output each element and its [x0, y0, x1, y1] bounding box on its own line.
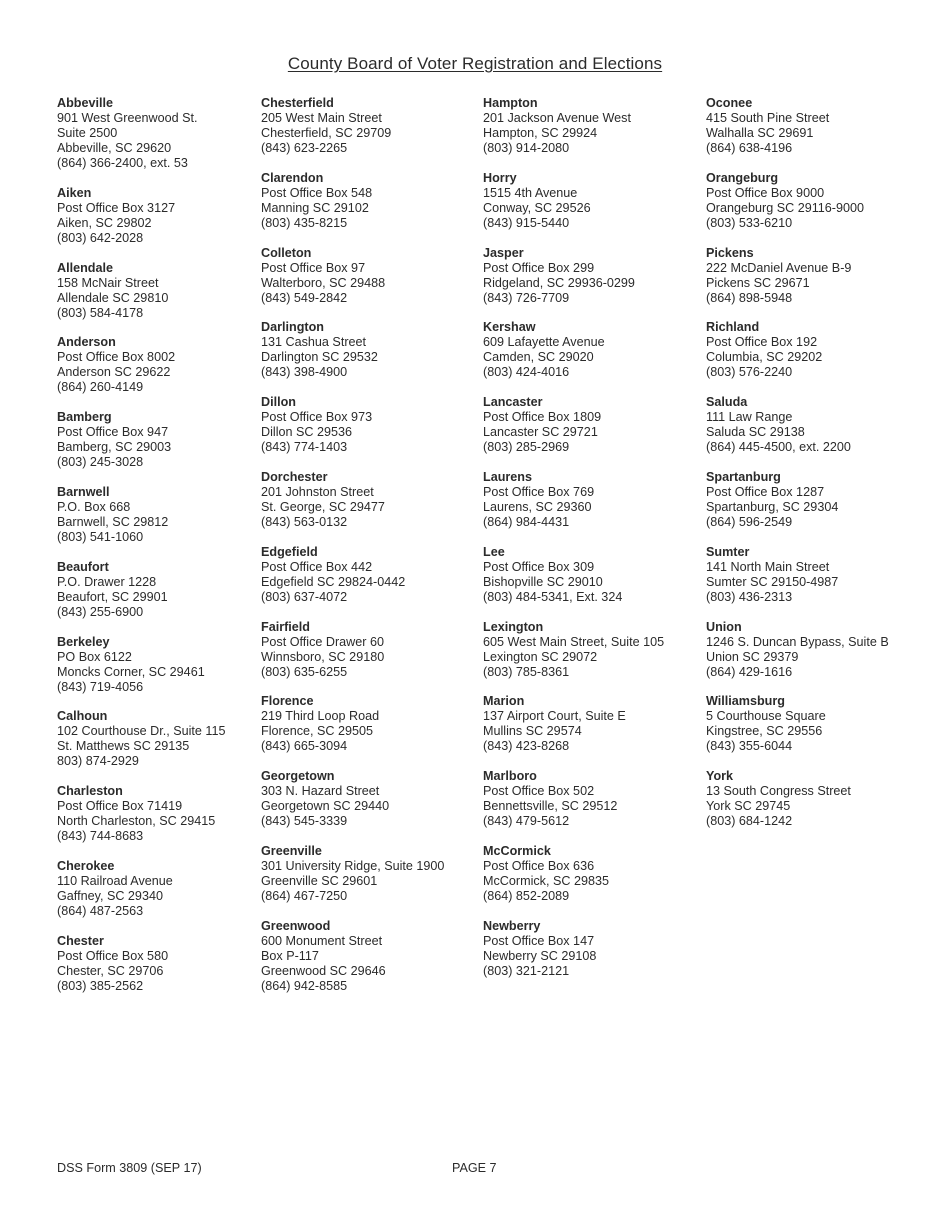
directory-column-4 [706, 96, 889, 844]
county-address-line: (843) 719-4056 [57, 679, 144, 694]
county-address-line: (843) 665-3094 [261, 739, 348, 754]
county-name: Oconee [706, 96, 753, 110]
county-entry [261, 844, 444, 904]
county-address-line: Post Office Box 1287 [706, 484, 825, 499]
county-name: Marlboro [483, 769, 537, 784]
county-entry [483, 395, 664, 455]
county-address-line: (803) 385-2562 [57, 978, 144, 993]
county-address-line: (843) 744-8683 [57, 829, 144, 844]
county-address-line: 158 McNair Street [57, 275, 159, 290]
county-address-line: (803) 424-4016 [483, 365, 570, 380]
county-entry [483, 246, 664, 306]
county-entry [483, 171, 664, 231]
county-address-line: (803) 484-5341, Ext. 324 [483, 589, 623, 604]
county-name: Abbeville [57, 96, 113, 110]
county-name: Dillon [261, 395, 296, 410]
county-address-line: Post Office Drawer 60 [261, 634, 384, 649]
county-address-line: Post Office Box 309 [483, 559, 595, 574]
county-address-line: (864) 467-7250 [261, 888, 348, 903]
county-address-line: Lancaster SC 29721 [483, 425, 598, 440]
county-address-line: (864) 898-5948 [706, 290, 793, 305]
county-address-line: Gaffney, SC 29340 [57, 888, 163, 903]
county-address-line: Post Office Box 97 [261, 260, 366, 275]
county-address-line: Barnwell, SC 29812 [57, 514, 169, 529]
county-address-line: Winnsboro, SC 29180 [261, 649, 385, 664]
county-address-line: (803) 635-6255 [261, 664, 348, 679]
county-address-line: York SC 29745 [706, 799, 791, 814]
county-address-line: (803) 533-6210 [706, 215, 793, 230]
county-name: Richland [706, 320, 760, 335]
county-address-line: Post Office Box 9000 [706, 185, 825, 200]
county-entry [57, 635, 226, 695]
county-address-line: 5 Courthouse Square [706, 709, 826, 724]
county-entry [483, 470, 664, 530]
county-name: Chester [57, 933, 104, 948]
county-entry [261, 919, 444, 994]
county-address-line: (864) 942-8585 [261, 978, 348, 993]
county-entry [483, 545, 664, 605]
county-address-line: St. George, SC 29477 [261, 499, 385, 514]
county-address-line: (843) 255-6900 [57, 604, 144, 619]
county-address-line: (864) 852-2089 [483, 888, 570, 903]
county-name: Florence [261, 694, 314, 709]
county-address-line: (864) 429-1616 [706, 664, 793, 679]
county-entry [261, 769, 444, 829]
county-address-line: 141 North Main Street [706, 559, 830, 574]
county-address-line: 609 Lafayette Avenue [483, 335, 605, 350]
county-entry [57, 186, 226, 246]
county-entry [261, 320, 444, 380]
county-address-line: 205 West Main Street [261, 111, 382, 125]
county-name: Edgefield [261, 544, 318, 559]
county-name: Bamberg [57, 410, 112, 425]
page-title: County Board of Voter Registration and Elections [287, 54, 663, 73]
county-name: Clarendon [261, 170, 324, 185]
county-address-line: Post Office Box 8002 [57, 350, 176, 365]
county-address-line: Manning SC 29102 [261, 200, 369, 215]
county-address-line: Box P-117 [261, 948, 319, 963]
county-address-line: (864) 260-4149 [57, 380, 144, 395]
county-address-line: (864) 487-2563 [57, 903, 144, 918]
county-address-line: (803) 642-2028 [57, 230, 144, 245]
county-address-line: Newberry SC 29108 [483, 948, 597, 963]
footer-form-number: DSS Form 3809 (SEP 17) [57, 1161, 202, 1175]
county-entry [483, 769, 664, 829]
directory-column-2 [261, 96, 444, 1009]
county-address-line: (803) 541-1060 [57, 529, 144, 544]
county-name: Dorchester [261, 469, 328, 484]
county-address-line: McCormick, SC 29835 [483, 873, 609, 888]
county-address-line: Allendale SC 29810 [57, 290, 169, 305]
county-address-line: (803) 584-4178 [57, 305, 144, 320]
county-name: Marion [483, 694, 525, 709]
county-entry [57, 335, 226, 395]
county-address-line: Greenwood SC 29646 [261, 963, 386, 978]
county-address-line: Post Office Box 636 [483, 858, 595, 873]
county-address-line: (843) 563-0132 [261, 514, 348, 529]
county-address-line: (803) 637-4072 [261, 589, 348, 604]
county-name: Orangeburg [706, 170, 779, 185]
county-address-line: 137 Airport Court, Suite E [483, 709, 626, 724]
county-address-line: 901 West Greenwood St. [57, 111, 198, 125]
county-name: Williamsburg [706, 694, 785, 709]
county-entry [483, 844, 664, 904]
county-entry [57, 560, 226, 620]
county-address-line: Post Office Box 442 [261, 559, 373, 574]
county-address-line: Post Office Box 1809 [483, 410, 602, 425]
footer-page-number: PAGE 7 [452, 1161, 497, 1175]
county-entry [57, 784, 226, 844]
county-entry [261, 470, 444, 530]
county-address-line: P.O. Drawer 1228 [57, 574, 157, 589]
county-address-line: Post Office Box 147 [483, 933, 595, 948]
county-address-line: Post Office Box 192 [706, 335, 818, 350]
county-address-line: Post Office Box 3127 [57, 200, 176, 215]
county-name: Aiken [57, 185, 92, 200]
county-entry [57, 96, 226, 171]
county-entry [261, 96, 444, 156]
county-name: Lexington [483, 619, 544, 634]
county-entry [261, 395, 444, 455]
county-name: Pickens [706, 245, 754, 260]
county-entry [706, 320, 889, 380]
county-address-line: Hampton, SC 29924 [483, 126, 598, 140]
county-entry [706, 96, 889, 156]
county-address-line: Post Office Box 502 [483, 784, 595, 799]
county-address-line: (803) 684-1242 [706, 814, 793, 829]
county-address-line: 1246 S. Duncan Bypass, Suite B [706, 634, 889, 649]
county-address-line: (843) 479-5612 [483, 814, 570, 829]
county-entry [706, 470, 889, 530]
county-address-line: (864) 596-2549 [706, 514, 793, 529]
county-name: Horry [483, 170, 517, 185]
county-entry [261, 545, 444, 605]
county-address-line: Post Office Box 580 [57, 948, 169, 963]
county-address-line: 1515 4th Avenue [483, 185, 578, 200]
county-address-line: 605 West Main Street, Suite 105 [483, 634, 665, 649]
county-address-line: (843) 549-2842 [261, 290, 348, 305]
county-address-line: Saluda SC 29138 [706, 425, 805, 440]
county-address-line: (864) 638-4196 [706, 141, 793, 155]
county-address-line: (803) 576-2240 [706, 365, 793, 380]
county-address-line: (803) 785-8361 [483, 664, 570, 679]
county-address-line: Post Office Box 769 [483, 484, 595, 499]
county-entry [261, 620, 444, 680]
county-address-line: Moncks Corner, SC 29461 [57, 664, 205, 679]
county-name: Chesterfield [261, 96, 334, 110]
county-entry [57, 410, 226, 470]
county-name: McCormick [483, 843, 551, 858]
county-name: Greenwood [261, 918, 331, 933]
county-name: Calhoun [57, 709, 108, 724]
county-address-line: Chesterfield, SC 29709 [261, 126, 392, 140]
county-address-line: Aiken, SC 29802 [57, 215, 152, 230]
county-address-line: Sumter SC 29150-4987 [706, 574, 839, 589]
county-name: Darlington [261, 320, 324, 335]
county-address-line: Dillon SC 29536 [261, 425, 353, 440]
county-entry [57, 934, 226, 994]
county-name: Laurens [483, 469, 532, 484]
county-address-line: 301 University Ridge, Suite 1900 [261, 858, 445, 873]
county-address-line: Pickens SC 29671 [706, 275, 810, 290]
county-name: Cherokee [57, 858, 115, 873]
county-name: Hampton [483, 96, 538, 110]
county-address-line: (864) 984-4431 [483, 514, 570, 529]
county-entry [483, 96, 664, 156]
county-address-line: (803) 435-8215 [261, 215, 348, 230]
county-name: Union [706, 619, 742, 634]
county-address-line: Bamberg, SC 29003 [57, 440, 172, 455]
county-name: Sumter [706, 544, 750, 559]
county-address-line: Greenville SC 29601 [261, 873, 378, 888]
county-address-line: (803) 285-2969 [483, 440, 570, 455]
county-address-line: 219 Third Loop Road [261, 709, 380, 724]
county-address-line: Beaufort, SC 29901 [57, 589, 168, 604]
county-address-line: Chester, SC 29706 [57, 963, 164, 978]
county-entry [57, 859, 226, 919]
county-address-line: Conway, SC 29526 [483, 200, 591, 215]
county-address-line: (843) 398-4900 [261, 365, 348, 380]
county-name: Newberry [483, 918, 541, 933]
county-address-line: Anderson SC 29622 [57, 365, 171, 380]
county-name: Allendale [57, 260, 113, 275]
county-address-line: P.O. Box 668 [57, 499, 131, 514]
county-name: Georgetown [261, 769, 335, 784]
county-address-line: Darlington SC 29532 [261, 350, 378, 365]
county-address-line: Abbeville, SC 29620 [57, 141, 172, 155]
county-address-line: 201 Jackson Avenue West [483, 111, 631, 125]
directory-column-1 [57, 96, 226, 1009]
county-name: Kershaw [483, 320, 536, 335]
county-address-line: (864) 445-4500, ext. 2200 [706, 440, 851, 455]
county-entry [706, 246, 889, 306]
county-name: Greenville [261, 843, 322, 858]
county-address-line: (843) 423-8268 [483, 739, 570, 754]
county-entry [261, 694, 444, 754]
county-address-line: 131 Cashua Street [261, 335, 367, 350]
county-address-line: Laurens, SC 29360 [483, 499, 592, 514]
county-address-line: St. Matthews SC 29135 [57, 739, 190, 754]
county-name: Spartanburg [706, 469, 781, 484]
county-entry [261, 246, 444, 306]
county-address-line: Walhalla SC 29691 [706, 126, 814, 140]
county-address-line: Edgefield SC 29824-0442 [261, 574, 406, 589]
county-address-line: (843) 355-6044 [706, 739, 793, 754]
county-name: Charleston [57, 784, 123, 799]
county-address-line: PO Box 6122 [57, 649, 132, 664]
county-address-line: 803) 874-2929 [57, 754, 139, 769]
county-entry [706, 395, 889, 455]
county-address-line: (843) 774-1403 [261, 440, 348, 455]
county-address-line: Union SC 29379 [706, 649, 799, 664]
county-entry [483, 694, 664, 754]
county-address-line: Spartanburg, SC 29304 [706, 499, 839, 514]
county-address-line: Columbia, SC 29202 [706, 350, 823, 365]
county-address-line: Florence, SC 29505 [261, 724, 374, 739]
county-name: Colleton [261, 245, 312, 260]
county-name: Lee [483, 544, 505, 559]
county-address-line: (843) 726-7709 [483, 290, 570, 305]
county-entry [483, 320, 664, 380]
county-entry [706, 620, 889, 680]
county-name: Barnwell [57, 484, 110, 499]
county-name: Beaufort [57, 559, 109, 574]
county-address-line: Lexington SC 29072 [483, 649, 598, 664]
county-entry [483, 620, 664, 680]
county-address-line: Post Office Box 548 [261, 185, 373, 200]
county-address-line: Post Office Box 973 [261, 410, 373, 425]
county-address-line: 110 Railroad Avenue [57, 873, 173, 888]
county-address-line: Post Office Box 299 [483, 260, 595, 275]
county-address-line: Walterboro, SC 29488 [261, 275, 386, 290]
county-address-line: Suite 2500 [57, 126, 118, 140]
county-address-line: 111 Law Range [706, 410, 793, 425]
county-address-line: (803) 436-2313 [706, 589, 793, 604]
county-entry [706, 171, 889, 231]
county-address-line: 102 Courthouse Dr., Suite 115 [57, 724, 226, 739]
county-name: Jasper [483, 245, 524, 260]
county-address-line: Mullins SC 29574 [483, 724, 582, 739]
county-entry [57, 485, 226, 545]
county-address-line: 415 South Pine Street [706, 111, 830, 125]
county-address-line: 201 Johnston Street [261, 484, 374, 499]
county-address-line: (864) 366-2400, ext. 53 [57, 156, 188, 170]
county-address-line: (843) 623-2265 [261, 141, 348, 155]
county-address-line: (803) 245-3028 [57, 455, 144, 470]
county-entry [261, 171, 444, 231]
county-entry [57, 709, 226, 769]
county-address-line: 303 N. Hazard Street [261, 784, 380, 799]
directory-column-3 [483, 96, 664, 994]
county-address-line: Camden, SC 29020 [483, 350, 594, 365]
county-address-line: Georgetown SC 29440 [261, 799, 390, 814]
county-name: Berkeley [57, 634, 110, 649]
county-address-line: 600 Monument Street [261, 933, 383, 948]
county-address-line: Post Office Box 71419 [57, 799, 183, 814]
county-address-line: (843) 915-5440 [483, 215, 570, 230]
county-entry [483, 919, 664, 979]
county-name: Anderson [57, 335, 116, 350]
county-entry [706, 694, 889, 754]
county-address-line: Bennettsville, SC 29512 [483, 799, 618, 814]
county-entry [706, 769, 889, 829]
county-address-line: North Charleston, SC 29415 [57, 814, 216, 829]
county-address-line: 13 South Congress Street [706, 784, 851, 799]
county-address-line: Bishopville SC 29010 [483, 574, 603, 589]
county-address-line: (843) 545-3339 [261, 814, 348, 829]
county-address-line: (803) 321-2121 [483, 963, 570, 978]
county-entry [57, 261, 226, 321]
county-name: Fairfield [261, 619, 310, 634]
county-address-line: Ridgeland, SC 29936-0299 [483, 275, 635, 290]
county-name: Saluda [706, 395, 748, 410]
county-address-line: Post Office Box 947 [57, 425, 169, 440]
county-address-line: 222 McDaniel Avenue B-9 [706, 260, 852, 275]
county-address-line: Kingstree, SC 29556 [706, 724, 823, 739]
county-entry [706, 545, 889, 605]
county-name: Lancaster [483, 395, 543, 410]
county-address-line: Orangeburg SC 29116-9000 [706, 200, 864, 215]
county-name: York [706, 769, 734, 784]
county-address-line: (803) 914-2080 [483, 141, 570, 155]
